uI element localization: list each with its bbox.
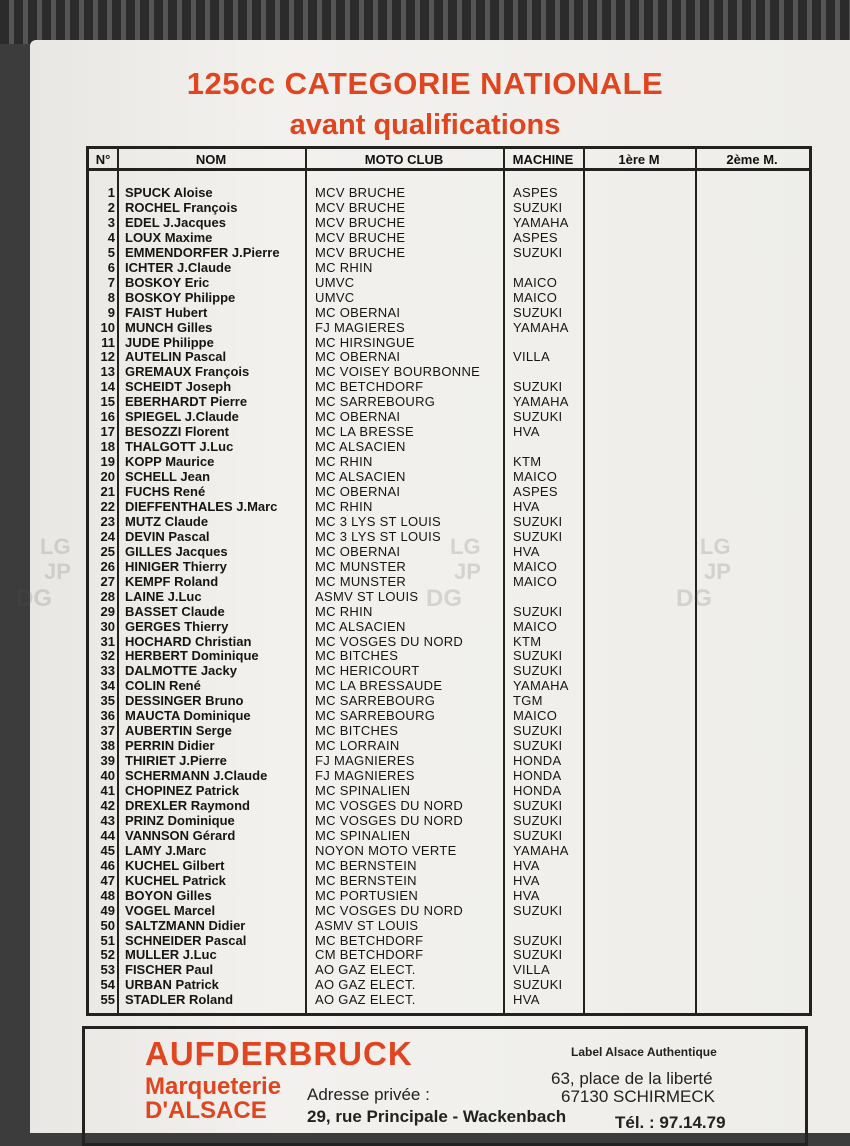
rider-name: SCHEIDT Joseph <box>125 379 232 395</box>
rider-name: SPIEGEL J.Claude <box>125 409 239 425</box>
table-row <box>89 335 809 350</box>
row-number: 11 <box>101 334 115 350</box>
machine: ASPES <box>513 185 558 200</box>
machine: HVA <box>513 992 540 1008</box>
moto-club: MC HIRSINGUE <box>315 334 415 350</box>
table-row <box>89 245 809 260</box>
rider-name: BASSET Claude <box>125 603 225 619</box>
moto-club: MC SPINALIEN <box>315 827 411 843</box>
advertisement <box>82 1026 808 1146</box>
machine: YAMAHA <box>513 842 569 858</box>
moto-club: MCV BRUCHE <box>315 229 406 245</box>
moto-club: MC RHIN <box>315 259 373 275</box>
machine: HONDA <box>513 753 562 769</box>
row-number: 34 <box>100 678 115 694</box>
machine: ASPES <box>513 229 558 245</box>
table-row <box>89 723 809 738</box>
machine: SUZUKI <box>513 797 563 813</box>
moto-club: MC VOISEY BOURBONNE <box>315 364 481 380</box>
machine: SUZUKI <box>513 947 563 963</box>
moto-club: MCV BRUCHE <box>315 244 406 260</box>
rider-name: VOGEL Marcel <box>125 902 216 918</box>
moto-club: MCV BRUCHE <box>315 185 406 200</box>
machine: YAMAHA <box>513 214 569 230</box>
moto-club: MC LA BRESSE <box>315 424 414 440</box>
row-number: 26 <box>100 558 115 574</box>
machine: HVA <box>513 872 540 888</box>
moto-club: MC RHIN <box>315 454 373 470</box>
watermark-text-2: JP <box>454 559 481 584</box>
watermark-text-1: LG <box>700 534 731 559</box>
moto-club: MC SARREBOURG <box>315 394 436 410</box>
row-number: 43 <box>100 812 115 828</box>
row-number: 54 <box>100 977 115 993</box>
moto-club: AO GAZ ELECT. <box>315 977 416 993</box>
table-row <box>89 738 809 753</box>
machine: MAICO <box>513 558 558 574</box>
row-number: 37 <box>100 723 115 739</box>
moto-club: NOYON MOTO VERTE <box>315 842 457 858</box>
machine: SUZUKI <box>513 603 563 619</box>
table-row <box>89 843 809 858</box>
moto-club: MC SARREBOURG <box>315 708 436 724</box>
rider-name: LAINE J.Luc <box>125 588 202 604</box>
moto-club: ASMV ST LOUIS <box>315 917 419 933</box>
machine: MAICO <box>513 573 558 589</box>
table-row <box>89 768 809 783</box>
table-row <box>89 798 809 813</box>
moto-club: ASMV ST LOUIS <box>315 588 419 604</box>
row-number: 29 <box>100 603 115 619</box>
moto-club: MC VOSGES DU NORD <box>315 902 464 918</box>
table-row <box>89 828 809 843</box>
ad-brand: AUFDERBRUCK <box>145 1035 413 1072</box>
row-number: 35 <box>100 693 115 709</box>
row-number: 21 <box>100 484 115 499</box>
moto-club: UMVC <box>315 274 355 290</box>
rider-name: PRINZ Dominique <box>125 812 235 828</box>
row-number: 6 <box>107 259 115 275</box>
page-title: 125cc CATEGORIE NATIONALE <box>186 66 664 101</box>
rider-name: MULLER J.Luc <box>125 947 217 963</box>
machine: KTM <box>513 633 542 649</box>
row-number: 16 <box>100 409 115 425</box>
row-number: 39 <box>100 753 115 769</box>
row-number: 53 <box>100 962 115 978</box>
row-number: 13 <box>100 364 115 380</box>
rider-name: VANNSON Gérard <box>125 827 236 843</box>
machine: SUZUKI <box>513 199 563 215</box>
table-row <box>89 454 809 469</box>
moto-club: MC OBERNAI <box>315 304 401 320</box>
moto-club: MCV BRUCHE <box>315 214 406 230</box>
machine: HVA <box>513 887 540 903</box>
rider-name: CHOPINEZ Patrick <box>125 783 240 798</box>
moto-club: MC VOSGES DU NORD <box>315 633 464 649</box>
machine: MAICO <box>513 708 558 724</box>
watermark-text-1: LG <box>450 534 481 559</box>
table-row <box>89 305 809 320</box>
table-row <box>89 484 809 499</box>
ad-subtitle-2: D'ALSACE <box>145 1097 267 1124</box>
rider-name: ROCHEL François <box>125 199 238 215</box>
ad-phone: Tél. : 97.14.79 <box>615 1113 726 1132</box>
row-number: 36 <box>100 708 115 724</box>
rider-name: MUNCH Gilles <box>125 319 213 335</box>
table-row <box>89 648 809 663</box>
row-number: 17 <box>100 424 115 440</box>
moto-club: MC BERNSTEIN <box>315 872 417 888</box>
table-row <box>89 962 809 977</box>
moto-club: FJ MAGIERES <box>315 319 405 335</box>
moto-club: MC BERNSTEIN <box>315 857 417 873</box>
row-number: 12 <box>100 349 115 365</box>
ad-street: 29, rue Principale - Wackenbach <box>307 1107 567 1126</box>
table-row <box>89 663 809 678</box>
moto-club: MCV BRUCHE <box>315 199 406 215</box>
table-row <box>89 439 809 454</box>
rider-name: DALMOTTE Jacky <box>125 663 237 679</box>
machine: MAICO <box>513 618 558 634</box>
rider-name: EBERHARDT Pierre <box>125 394 248 410</box>
rider-name: LOUX Maxime <box>125 229 213 245</box>
machine: MAICO <box>513 469 558 485</box>
row-number: 48 <box>100 887 115 903</box>
table-row <box>89 977 809 992</box>
rider-name: PERRIN Didier <box>125 738 215 754</box>
rider-name: COLIN René <box>125 678 201 694</box>
row-number: 46 <box>100 857 115 873</box>
rider-name: DEVIN Pascal <box>125 528 210 544</box>
moto-club: MC LORRAIN <box>315 738 400 754</box>
rider-name: SCHNEIDER Pascal <box>125 932 247 948</box>
row-number: 18 <box>100 439 115 455</box>
moto-club: MC BETCHDORF <box>315 379 424 395</box>
moto-club: MC LA BRESSAUDE <box>315 678 443 694</box>
machine: YAMAHA <box>513 678 569 694</box>
machine: SUZUKI <box>513 723 563 739</box>
ad-address-line2: 67130 SCHIRMECK <box>561 1087 716 1106</box>
table-row <box>89 424 809 439</box>
table-row <box>89 783 809 798</box>
table-row <box>89 215 809 230</box>
machine: TGM <box>513 693 543 709</box>
table-row <box>89 349 809 364</box>
moto-club: CM BETCHDORF <box>315 947 424 963</box>
machine: SUZUKI <box>513 902 563 918</box>
rider-name: GERGES Thierry <box>125 618 229 634</box>
rider-name: SCHERMANN J.Claude <box>125 768 268 784</box>
row-number: 19 <box>100 454 115 470</box>
table-row <box>89 933 809 948</box>
moto-club: MC OBERNAI <box>315 484 401 499</box>
table-row <box>89 364 809 379</box>
table-row <box>89 275 809 290</box>
row-number: 5 <box>107 244 115 260</box>
header-round1: 1ère M <box>583 149 695 171</box>
moto-club: MC RHIN <box>315 498 373 514</box>
table-row <box>89 409 809 424</box>
moto-club: MC ALSACIEN <box>315 469 406 485</box>
rider-name: FUCHS René <box>125 484 206 499</box>
row-number: 27 <box>100 573 115 589</box>
moto-club: AO GAZ ELECT. <box>315 992 416 1008</box>
table-row <box>89 873 809 888</box>
machine: SUZUKI <box>513 513 563 529</box>
header-no: N° <box>89 149 117 171</box>
table-row <box>89 185 809 200</box>
table-row <box>89 753 809 768</box>
row-number: 7 <box>107 274 115 290</box>
rider-name: GILLES Jacques <box>125 543 228 559</box>
rider-name: ICHTER J.Claude <box>125 259 232 275</box>
rider-name: AUBERTIN Serge <box>125 723 232 739</box>
ad-address-line1: 63, place de la liberté <box>551 1069 713 1088</box>
page-subtitle: avant qualifications <box>289 109 561 141</box>
rider-name: FAIST Hubert <box>125 304 208 320</box>
moto-club: MC MUNSTER <box>315 573 407 589</box>
moto-club: MC ALSACIEN <box>315 618 406 634</box>
table-row <box>89 499 809 514</box>
ad-subtitle-1: Marqueterie <box>145 1073 282 1100</box>
row-number: 45 <box>100 842 115 858</box>
table-row <box>89 947 809 962</box>
rider-name: BOSKOY Eric <box>125 274 210 290</box>
table-row <box>89 200 809 215</box>
row-number: 28 <box>100 588 115 604</box>
row-number: 23 <box>100 513 115 529</box>
machine: SUZUKI <box>513 648 563 664</box>
machine: SUZUKI <box>513 304 563 320</box>
row-number: 38 <box>100 738 115 754</box>
row-number: 33 <box>100 663 115 679</box>
row-number: 51 <box>100 932 115 948</box>
table-row <box>89 693 809 708</box>
row-number: 50 <box>100 917 115 933</box>
moto-club: FJ MAGNIERES <box>315 753 415 769</box>
row-number: 15 <box>100 394 115 410</box>
table-row <box>89 469 809 484</box>
machine: SUZUKI <box>513 738 563 754</box>
watermark-text-2: JP <box>704 559 731 584</box>
row-number: 47 <box>100 872 115 888</box>
machine: SUZUKI <box>513 663 563 679</box>
rider-name: HOCHARD Christian <box>125 633 252 649</box>
row-number: 8 <box>107 289 115 305</box>
rider-name: THALGOTT J.Luc <box>125 439 234 455</box>
row-number: 31 <box>100 633 115 649</box>
machine: SUZUKI <box>513 528 563 544</box>
rider-name: SCHELL Jean <box>125 469 211 485</box>
rider-name: SPUCK Aloise <box>125 185 213 200</box>
machine: YAMAHA <box>513 394 569 410</box>
rider-name: BESOZZI Florent <box>125 424 229 440</box>
row-number: 25 <box>100 543 115 559</box>
row-number: 24 <box>100 528 115 544</box>
machine: HVA <box>513 543 540 559</box>
rider-name: HINIGER Thierry <box>125 558 227 574</box>
watermark-text-1: LG <box>40 534 71 559</box>
rider-name: AUTELIN Pascal <box>125 349 227 365</box>
ad-label: Label Alsace Authentique <box>571 1045 717 1059</box>
rider-name: MAUCTA Dominique <box>125 708 251 724</box>
rider-name: STADLER Roland <box>125 992 234 1008</box>
moto-club: UMVC <box>315 289 355 305</box>
table-row <box>89 379 809 394</box>
moto-club: MC VOSGES DU NORD <box>315 812 464 828</box>
rider-name: KOPP Maurice <box>125 454 215 470</box>
row-number: 49 <box>100 902 115 918</box>
machine: SUZUKI <box>513 977 563 993</box>
rider-name: KEMPF Roland <box>125 573 219 589</box>
row-number: 10 <box>100 319 115 335</box>
row-number: 52 <box>100 947 115 963</box>
moto-club: MC HERICOURT <box>315 663 420 679</box>
table-row <box>89 290 809 305</box>
table-row <box>89 858 809 873</box>
row-number: 14 <box>100 379 115 395</box>
table-row <box>89 394 809 409</box>
table-row <box>89 708 809 723</box>
watermark-text-3: DG <box>426 585 462 612</box>
row-number: 32 <box>100 648 115 664</box>
rider-name: EMMENDORFER J.Pierre <box>125 244 280 260</box>
moto-club: MC MUNSTER <box>315 558 407 574</box>
table-row <box>89 888 809 903</box>
rider-name: DREXLER Raymond <box>125 797 250 813</box>
moto-club: MC PORTUSIEN <box>315 887 419 903</box>
row-number: 40 <box>100 768 115 784</box>
watermark-text-3: DG <box>16 585 52 612</box>
row-number: 2 <box>107 199 115 215</box>
rider-name: BOSKOY Philippe <box>125 289 236 305</box>
header-nom: NOM <box>117 149 305 171</box>
row-number: 3 <box>107 214 115 230</box>
table-row <box>89 260 809 275</box>
machine: SUZUKI <box>513 812 563 828</box>
row-number: 30 <box>100 618 115 634</box>
moto-club: MC RHIN <box>315 603 373 619</box>
table-row <box>89 813 809 828</box>
rider-name: KUCHEL Patrick <box>125 872 226 888</box>
rider-name: DESSINGER Bruno <box>125 693 244 709</box>
rider-name: DIEFFENTHALES J.Marc <box>125 498 278 514</box>
machine: SUZUKI <box>513 379 563 395</box>
row-number: 4 <box>107 229 115 245</box>
moto-club: MC ALSACIEN <box>315 439 406 455</box>
moto-club: FJ MAGNIERES <box>315 768 415 784</box>
table-row <box>89 678 809 693</box>
row-number: 9 <box>107 304 115 320</box>
table-row <box>89 992 809 1007</box>
row-number: 42 <box>100 797 115 813</box>
machine: ASPES <box>513 484 558 499</box>
row-number: 55 <box>100 992 115 1008</box>
moto-club: MC OBERNAI <box>315 409 401 425</box>
moto-club: MC VOSGES DU NORD <box>315 797 464 813</box>
watermark-text-3: DG <box>676 585 712 612</box>
rider-name: MUTZ Claude <box>125 513 209 529</box>
rider-name: GREMAUX François <box>125 364 250 380</box>
moto-club: MC BITCHES <box>315 723 399 739</box>
row-number: 41 <box>100 783 115 798</box>
machine: HONDA <box>513 768 562 784</box>
machine: SUZUKI <box>513 827 563 843</box>
rider-name: BOYON Gilles <box>125 887 212 903</box>
rider-name: JUDE Philippe <box>125 334 214 350</box>
table-row <box>89 903 809 918</box>
machine: HONDA <box>513 783 562 798</box>
header-club: MOTO CLUB <box>305 149 503 171</box>
table-row <box>89 918 809 933</box>
rider-name: URBAN Patrick <box>125 977 219 993</box>
table-row <box>89 619 809 634</box>
rider-name: KUCHEL Gilbert <box>125 857 225 873</box>
machine: HVA <box>513 498 540 514</box>
ad-private-label: Adresse privée : <box>307 1085 430 1104</box>
moto-club: MC OBERNAI <box>315 349 401 365</box>
machine: KTM <box>513 454 542 470</box>
rider-name: LAMY J.Marc <box>125 842 207 858</box>
machine: HVA <box>513 424 540 440</box>
binder-rings <box>0 0 850 44</box>
machine: HVA <box>513 857 540 873</box>
table-row <box>89 230 809 245</box>
machine: MAICO <box>513 289 558 305</box>
row-number: 1 <box>107 185 115 200</box>
moto-club: AO GAZ ELECT. <box>315 962 416 978</box>
rider-name: EDEL J.Jacques <box>125 214 226 230</box>
row-number: 44 <box>100 827 115 843</box>
moto-club: MC SPINALIEN <box>315 783 411 798</box>
moto-club: MC OBERNAI <box>315 543 401 559</box>
machine: VILLA <box>513 349 550 365</box>
machine: SUZUKI <box>513 409 563 425</box>
row-number: 22 <box>100 498 115 514</box>
moto-club: MC 3 LYS ST LOUIS <box>315 513 441 529</box>
table-row <box>89 634 809 649</box>
machine: SUZUKI <box>513 244 563 260</box>
rider-name: THIRIET J.Pierre <box>125 753 227 769</box>
watermark-text-2: JP <box>44 559 71 584</box>
row-number: 20 <box>100 469 115 485</box>
machine: YAMAHA <box>513 319 569 335</box>
header-machine: MACHINE <box>503 149 583 171</box>
rider-name: HERBERT Dominique <box>125 648 259 664</box>
moto-club: MC SARREBOURG <box>315 693 436 709</box>
table-row <box>89 320 809 335</box>
rider-name: FISCHER Paul <box>125 962 214 978</box>
header-round2: 2ème M. <box>695 149 809 171</box>
machine: SUZUKI <box>513 932 563 948</box>
moto-club: MC 3 LYS ST LOUIS <box>315 528 441 544</box>
machine: MAICO <box>513 274 558 290</box>
moto-club: MC BITCHES <box>315 648 399 664</box>
rider-name: SALTZMANN Didier <box>125 917 246 933</box>
moto-club: MC BETCHDORF <box>315 932 424 948</box>
watermark <box>0 524 850 614</box>
machine: VILLA <box>513 962 550 978</box>
